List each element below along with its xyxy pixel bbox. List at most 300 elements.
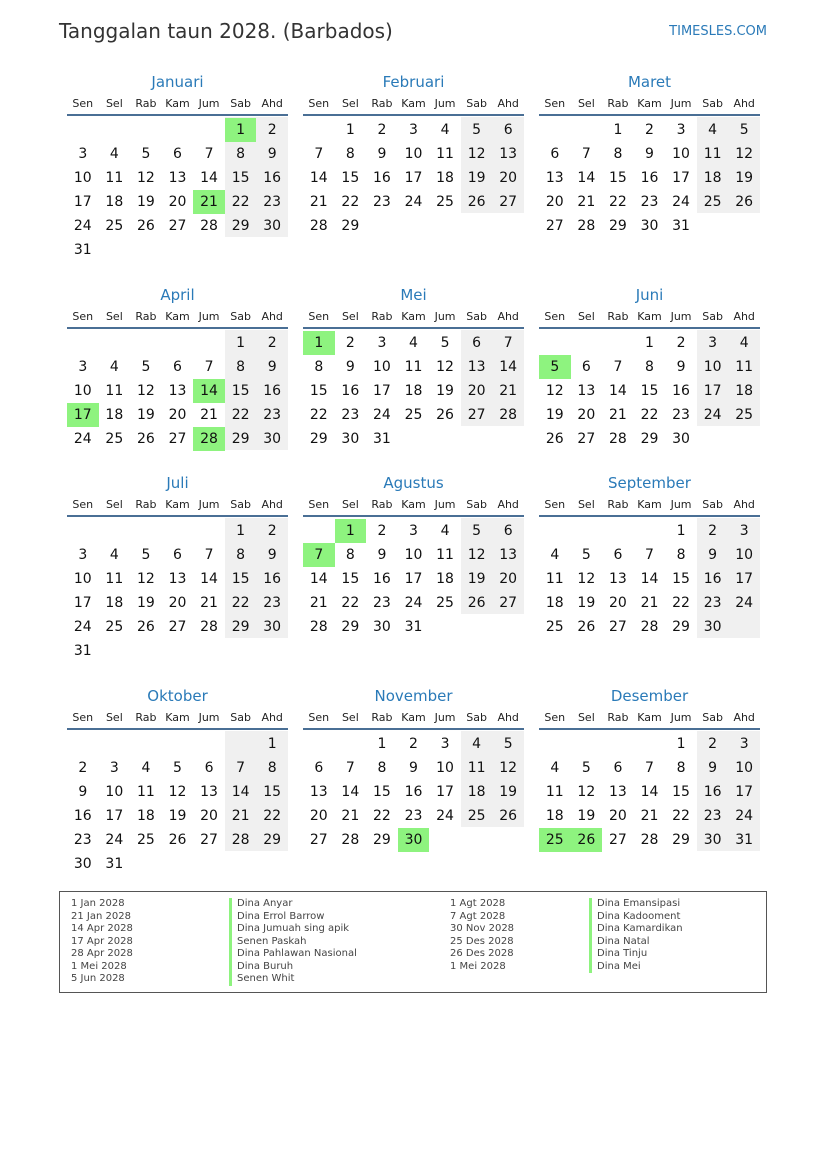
day-cell: 22	[309, 407, 328, 423]
weekday-label: Sel	[341, 97, 359, 110]
day-cell: 2	[267, 523, 277, 539]
day-cell: 25	[703, 194, 722, 210]
month-name: Maret	[627, 73, 672, 91]
weekday-label: Sel	[577, 711, 595, 724]
day-cell: 15	[672, 571, 690, 587]
day-cell: 13	[467, 359, 486, 375]
day-cell: 28	[640, 832, 659, 848]
legend-names-1	[229, 898, 357, 986]
day-cell: 9	[708, 760, 718, 776]
day-cell: 28	[200, 619, 218, 635]
legend-holiday-name: Dina Pahlawan Nasional	[229, 948, 357, 961]
day-cell: 8	[236, 359, 246, 375]
day-cell: 17	[404, 571, 423, 587]
day-cell: 1	[645, 335, 654, 351]
weekday-label: Jum	[670, 97, 692, 110]
day-cell: 25	[436, 595, 454, 611]
weekday-label: Rab	[135, 498, 157, 511]
day-cell: 27	[200, 832, 218, 848]
day-cell: 29	[341, 619, 360, 635]
day-cell: 1	[236, 523, 246, 539]
day-cell: 10	[73, 571, 92, 587]
day-cell: 5	[141, 547, 151, 563]
day-cell: 20	[608, 808, 627, 824]
weekday-label: Ahd	[261, 711, 283, 724]
day-cell: 14	[200, 170, 218, 186]
day-cell: 28	[231, 832, 250, 848]
weekday-label: Sen	[544, 97, 566, 110]
weekday-label: Ahd	[497, 711, 519, 724]
day-cell: 19	[545, 407, 564, 423]
day-cell: 5	[173, 760, 182, 776]
day-cell: 25	[105, 431, 124, 447]
header-rule	[303, 515, 524, 517]
day-cell: 4	[109, 547, 119, 563]
legend-date: 21 Jan 2028	[71, 910, 131, 922]
day-cell: 3	[409, 523, 418, 539]
day-cell: 3	[78, 359, 88, 375]
day-cell: 29	[672, 832, 690, 848]
legend-holiday-name: Senen Whit	[229, 973, 357, 986]
weekday-label: Sab	[230, 711, 251, 724]
weekday-label: Sen	[72, 310, 94, 323]
weekday-label: Sen	[544, 711, 566, 724]
day-cell: 26	[467, 194, 486, 210]
day-cell: 19	[577, 595, 596, 611]
day-cell: 10	[735, 760, 754, 776]
day-cell: 11	[105, 170, 124, 186]
day-cell: 12	[168, 784, 187, 800]
day-cell: 19	[136, 407, 155, 423]
day-cell: 9	[676, 359, 686, 375]
header-rule	[539, 114, 760, 116]
day-cell: 15	[231, 170, 250, 186]
day-cell: 14	[341, 784, 360, 800]
day-cell: 22	[231, 407, 250, 423]
day-cell: 25	[545, 619, 564, 635]
weekday-label: Ahd	[733, 711, 755, 724]
legend-holiday-name: Dina Kadooment	[589, 911, 683, 924]
legend-holiday-name: Dina Jumuah sing apik	[229, 923, 357, 936]
day-cell: 4	[109, 146, 119, 162]
day-cell: 25	[735, 407, 754, 423]
day-cell: 4	[409, 335, 418, 351]
holiday-day-cell: 14	[193, 379, 225, 403]
day-cell: 6	[613, 760, 623, 776]
month-name: Mei	[400, 286, 427, 304]
day-cell: 22	[231, 194, 250, 210]
day-cell: 12	[467, 547, 486, 563]
day-cell: 24	[372, 407, 391, 423]
day-cell: 28	[640, 619, 659, 635]
day-cell: 21	[200, 595, 218, 611]
weekday-label: Sel	[341, 498, 359, 511]
weekday-label: Rab	[135, 711, 157, 724]
day-cell: 27	[608, 619, 627, 635]
day-cell: 9	[409, 760, 418, 776]
day-cell: 20	[499, 571, 518, 587]
brand-link[interactable]: TIMESLES.COM	[669, 24, 767, 39]
day-cell: 16	[372, 170, 391, 186]
weekday-label: Jum	[198, 711, 220, 724]
day-cell: 13	[577, 383, 596, 399]
day-cell: 24	[73, 619, 92, 635]
day-cell: 13	[168, 170, 187, 186]
day-cell: 15	[672, 784, 690, 800]
weekday-label: Sel	[577, 310, 595, 323]
month-name: Agustus	[383, 474, 444, 492]
legend-holiday-name: Senen Paskah	[229, 936, 357, 949]
day-cell: 24	[735, 808, 754, 824]
day-cell: 10	[703, 359, 722, 375]
weekday-label: Sab	[466, 97, 487, 110]
weekday-label: Ahd	[261, 97, 283, 110]
day-cell: 14	[309, 170, 328, 186]
day-cell: 16	[640, 170, 659, 186]
header-rule	[539, 327, 760, 329]
day-cell: 10	[436, 760, 454, 776]
day-cell: 20	[200, 808, 218, 824]
weekday-label: Jum	[670, 711, 692, 724]
day-cell: 30	[341, 431, 360, 447]
day-cell: 26	[467, 595, 486, 611]
day-cell: 21	[309, 595, 328, 611]
legend-names-2	[589, 898, 683, 973]
day-cell: 7	[204, 359, 214, 375]
day-cell: 31	[73, 242, 92, 258]
weekday-label: Jum	[198, 310, 220, 323]
header-rule	[539, 515, 760, 517]
weekday-label: Ahd	[497, 97, 519, 110]
legend-holiday-name: Dina Mei	[589, 961, 683, 974]
day-cell: 26	[168, 832, 187, 848]
day-cell: 22	[640, 407, 659, 423]
day-cell: 26	[545, 431, 564, 447]
legend-date: 1 Mei 2028	[71, 960, 127, 972]
day-cell: 23	[263, 407, 282, 423]
day-cell: 4	[472, 736, 482, 752]
day-cell: 4	[550, 547, 560, 563]
weekday-label: Rab	[607, 498, 629, 511]
weekday-label: Kam	[401, 310, 426, 323]
day-cell: 27	[499, 595, 518, 611]
weekday-label: Jum	[198, 97, 220, 110]
weekday-label: Rab	[371, 310, 393, 323]
day-cell: 20	[577, 407, 596, 423]
day-cell: 18	[136, 808, 155, 824]
day-cell: 17	[735, 784, 754, 800]
day-cell: 23	[640, 194, 659, 210]
holiday-day-cell: 1	[225, 118, 257, 142]
day-cell: 20	[168, 407, 187, 423]
day-cell: 17	[73, 194, 92, 210]
day-cell: 30	[703, 832, 722, 848]
weekday-label: Jum	[434, 97, 456, 110]
day-cell: 24	[672, 194, 690, 210]
day-cell: 2	[676, 335, 686, 351]
day-cell: 7	[581, 146, 591, 162]
day-cell: 29	[263, 832, 282, 848]
day-cell: 16	[672, 383, 690, 399]
weekday-label: Kam	[637, 711, 662, 724]
day-cell: 25	[404, 407, 423, 423]
day-cell: 3	[708, 335, 718, 351]
day-cell: 15	[309, 383, 328, 399]
weekday-label: Sel	[341, 310, 359, 323]
weekday-label: Sel	[105, 711, 123, 724]
weekday-label: Rab	[607, 310, 629, 323]
day-cell: 3	[440, 736, 450, 752]
day-cell: 11	[105, 571, 124, 587]
month-name: Desember	[610, 687, 689, 705]
day-cell: 13	[499, 146, 518, 162]
day-cell: 18	[545, 595, 564, 611]
day-cell: 27	[168, 619, 187, 635]
month-name: April	[160, 286, 195, 304]
day-cell: 13	[309, 784, 328, 800]
weekday-label: Sel	[105, 97, 123, 110]
weekday-label: Kam	[637, 97, 662, 110]
day-cell: 18	[105, 595, 124, 611]
day-cell: 10	[105, 784, 124, 800]
day-cell: 22	[608, 194, 627, 210]
day-cell: 5	[141, 359, 151, 375]
month-name: Juni	[635, 286, 664, 304]
day-cell: 6	[204, 760, 214, 776]
day-cell: 31	[105, 856, 124, 872]
header-rule	[67, 327, 288, 329]
weekday-label: Kam	[165, 711, 190, 724]
day-cell: 12	[577, 571, 596, 587]
day-cell: 8	[314, 359, 324, 375]
day-cell: 22	[372, 808, 391, 824]
day-cell: 2	[708, 523, 718, 539]
day-cell: 2	[78, 760, 88, 776]
month-name: November	[374, 687, 453, 705]
weekday-label: Rab	[371, 498, 393, 511]
day-cell: 19	[136, 194, 155, 210]
day-cell: 4	[708, 122, 718, 138]
holiday-day-cell: 26	[571, 828, 603, 852]
day-cell: 3	[78, 146, 88, 162]
weekday-label: Jum	[434, 498, 456, 511]
day-cell: 30	[73, 856, 92, 872]
day-cell: 8	[267, 760, 277, 776]
day-cell: 30	[703, 619, 722, 635]
day-cell: 1	[345, 122, 355, 138]
day-cell: 27	[577, 431, 596, 447]
weekday-label: Sel	[105, 498, 123, 511]
legend-date: 26 Des 2028	[450, 948, 514, 959]
holiday-day-cell: 28	[193, 427, 225, 451]
weekday-label: Ahd	[733, 310, 755, 323]
day-cell: 8	[676, 760, 686, 776]
day-cell: 9	[78, 784, 88, 800]
day-cell: 24	[105, 832, 124, 848]
day-cell: 3	[739, 736, 749, 752]
day-cell: 6	[503, 122, 513, 138]
day-cell: 8	[345, 146, 355, 162]
weekday-label: Kam	[637, 310, 662, 323]
day-cell: 8	[236, 146, 246, 162]
day-cell: 12	[136, 170, 155, 186]
legend-date: 5 Jun 2028	[71, 973, 125, 984]
weekday-label: Kam	[401, 711, 426, 724]
day-cell: 24	[703, 407, 722, 423]
day-cell: 9	[267, 359, 277, 375]
day-cell: 20	[545, 194, 564, 210]
day-cell: 28	[309, 218, 328, 234]
day-cell: 12	[545, 383, 564, 399]
weekday-label: Sen	[544, 310, 566, 323]
day-cell: 2	[409, 736, 418, 752]
day-cell: 17	[73, 595, 92, 611]
weekday-label: Sab	[702, 711, 723, 724]
legend-holiday-name: Dina Tinju	[589, 948, 683, 961]
month-name: September	[608, 474, 691, 492]
weekday-label: Sen	[308, 711, 330, 724]
day-cell: 29	[231, 431, 250, 447]
weekday-label: Sel	[577, 498, 595, 511]
day-cell: 25	[136, 832, 155, 848]
day-cell: 23	[672, 407, 690, 423]
weekday-label: Sab	[702, 498, 723, 511]
weekday-label: Sab	[230, 310, 251, 323]
day-cell: 27	[545, 218, 564, 234]
day-cell: 16	[404, 784, 423, 800]
weekday-label: Sab	[702, 310, 723, 323]
day-cell: 19	[577, 808, 596, 824]
day-cell: 2	[645, 122, 654, 138]
weekday-label: Ahd	[733, 498, 755, 511]
day-cell: 24	[73, 431, 92, 447]
month-name: Februari	[382, 73, 445, 91]
weekday-label: Sab	[466, 310, 487, 323]
day-cell: 20	[467, 383, 486, 399]
weekday-label: Sab	[466, 711, 487, 724]
day-cell: 25	[105, 218, 124, 234]
day-cell: 4	[440, 122, 450, 138]
day-cell: 22	[263, 808, 282, 824]
legend-holiday-name: Dina Buruh	[229, 961, 357, 974]
day-cell: 10	[73, 383, 92, 399]
day-cell: 1	[676, 523, 686, 539]
day-cell: 4	[550, 760, 560, 776]
weekday-label: Sen	[308, 97, 330, 110]
day-cell: 6	[314, 760, 324, 776]
day-cell: 23	[263, 595, 282, 611]
day-cell: 9	[267, 146, 277, 162]
day-cell: 11	[105, 383, 124, 399]
day-cell: 27	[168, 218, 187, 234]
day-cell: 7	[613, 359, 623, 375]
day-cell: 31	[372, 431, 391, 447]
day-cell: 9	[708, 547, 718, 563]
day-cell: 14	[200, 571, 218, 587]
day-cell: 7	[645, 547, 654, 563]
day-cell: 1	[267, 736, 277, 752]
weekday-label: Sen	[544, 498, 566, 511]
day-cell: 16	[703, 571, 722, 587]
day-cell: 7	[204, 146, 214, 162]
day-cell: 30	[640, 218, 659, 234]
day-cell: 14	[577, 170, 596, 186]
legend-holiday-name: Dina Errol Barrow	[229, 911, 357, 924]
weekday-label: Jum	[198, 498, 220, 511]
day-cell: 11	[436, 547, 454, 563]
legend-dates-2	[450, 898, 514, 973]
day-cell: 2	[345, 335, 355, 351]
holiday-day-cell: 1	[335, 519, 367, 543]
legend-date: 14 Apr 2028	[71, 923, 133, 934]
day-cell: 3	[377, 335, 387, 351]
day-cell: 20	[499, 170, 518, 186]
day-cell: 6	[581, 359, 591, 375]
day-cell: 6	[173, 547, 182, 563]
month-name: Juli	[166, 474, 189, 492]
day-cell: 11	[545, 571, 564, 587]
day-cell: 18	[404, 383, 423, 399]
day-cell: 29	[341, 218, 360, 234]
day-cell: 26	[577, 619, 596, 635]
page-title: Tanggalan taun 2028. (Barbados)	[59, 19, 393, 43]
day-cell: 19	[168, 808, 187, 824]
day-cell: 3	[676, 122, 686, 138]
weekday-label: Kam	[401, 498, 426, 511]
day-cell: 12	[436, 359, 454, 375]
weekday-label: Kam	[165, 310, 190, 323]
weekday-label: Kam	[165, 97, 190, 110]
day-cell: 24	[404, 194, 423, 210]
day-cell: 21	[200, 407, 218, 423]
holiday-day-cell: 17	[67, 403, 99, 427]
legend-holiday-name: Dina Kamardikan	[589, 923, 683, 936]
day-cell: 10	[672, 146, 690, 162]
day-cell: 14	[640, 571, 659, 587]
header-rule	[303, 327, 524, 329]
day-cell: 21	[640, 808, 659, 824]
day-cell: 5	[503, 736, 513, 752]
day-cell: 16	[341, 383, 360, 399]
day-cell: 22	[672, 808, 690, 824]
day-cell: 13	[499, 547, 518, 563]
day-cell: 20	[168, 595, 187, 611]
day-cell: 2	[377, 122, 387, 138]
day-cell: 15	[231, 571, 250, 587]
day-cell: 2	[267, 122, 277, 138]
weekday-label: Jum	[434, 310, 456, 323]
legend-holiday-name: Dina Emansipasi	[589, 898, 683, 911]
day-cell: 12	[735, 146, 754, 162]
day-cell: 27	[499, 194, 518, 210]
day-cell: 11	[136, 784, 155, 800]
day-cell: 3	[109, 760, 119, 776]
day-cell: 7	[345, 760, 355, 776]
holiday-day-cell: 25	[539, 828, 571, 852]
day-cell: 29	[672, 619, 690, 635]
day-cell: 18	[735, 383, 754, 399]
day-cell: 1	[377, 736, 387, 752]
day-cell: 15	[608, 170, 627, 186]
day-cell: 18	[703, 170, 722, 186]
day-cell: 28	[577, 218, 596, 234]
day-cell: 11	[436, 146, 454, 162]
day-cell: 29	[231, 619, 250, 635]
day-cell: 6	[472, 335, 482, 351]
day-cell: 19	[499, 784, 518, 800]
weekday-label: Sel	[341, 711, 359, 724]
day-cell: 12	[136, 383, 155, 399]
